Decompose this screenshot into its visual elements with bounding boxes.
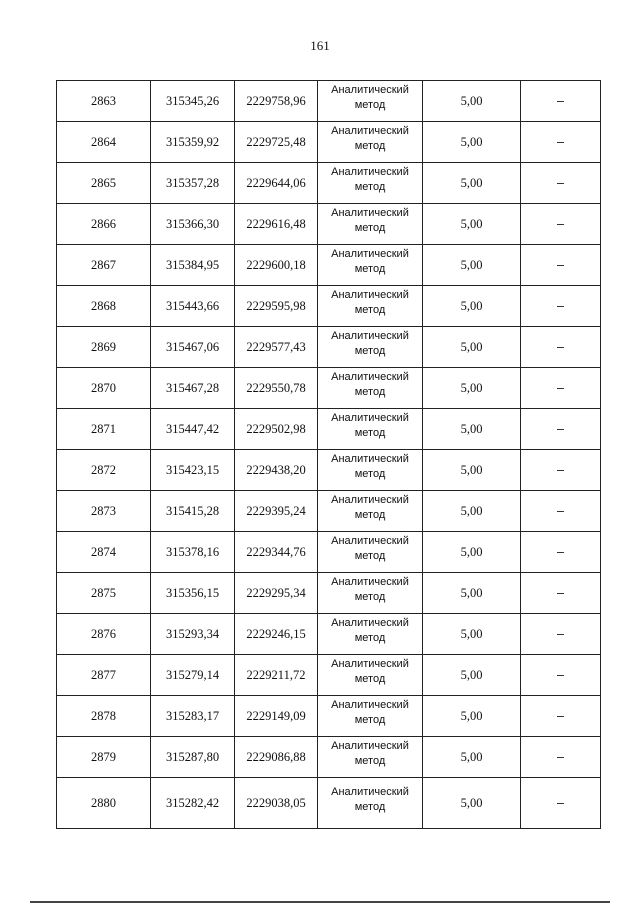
x-coordinate-cell: 315282,42	[151, 778, 235, 829]
method-cell	[318, 245, 423, 286]
table-row	[57, 81, 601, 122]
method-line2: метод	[354, 673, 386, 685]
point-id-cell: 2869	[57, 327, 151, 368]
y-coordinate-cell: 2229344,76	[235, 532, 318, 573]
method-line2: метод	[354, 427, 386, 439]
point-id-cell: 2865	[57, 163, 151, 204]
method-text	[318, 411, 422, 441]
coordinates-table	[56, 80, 601, 829]
method-cell	[318, 163, 423, 204]
method-line1: Аналитический	[331, 166, 409, 178]
method-line2: метод	[354, 222, 386, 234]
table-row	[57, 204, 601, 245]
table-row	[57, 286, 601, 327]
note-cell: –	[521, 409, 601, 450]
note-cell: –	[521, 491, 601, 532]
accuracy-cell: 5,00	[423, 122, 521, 163]
point-id-cell: 2878	[57, 696, 151, 737]
point-id-cell: 2863	[57, 81, 151, 122]
method-text	[318, 247, 422, 277]
accuracy-cell: 5,00	[423, 737, 521, 778]
method-line1: Аналитический	[331, 207, 409, 219]
note-cell: –	[521, 81, 601, 122]
table-row	[57, 450, 601, 491]
point-id-cell: 2874	[57, 532, 151, 573]
accuracy-cell: 5,00	[423, 573, 521, 614]
accuracy-cell: 5,00	[423, 696, 521, 737]
x-coordinate-cell: 315356,15	[151, 573, 235, 614]
method-line1: Аналитический	[331, 412, 409, 424]
method-cell	[318, 81, 423, 122]
point-id-cell: 2875	[57, 573, 151, 614]
method-line1: Аналитический	[331, 617, 409, 629]
table-body	[57, 81, 601, 829]
method-line1: Аналитический	[331, 371, 409, 383]
method-line2: метод	[354, 755, 386, 767]
method-line2: метод	[354, 345, 386, 357]
table-row	[57, 368, 601, 409]
method-line1: Аналитический	[331, 740, 409, 752]
method-cell	[318, 778, 423, 829]
accuracy-cell: 5,00	[423, 778, 521, 829]
y-coordinate-cell: 2229502,98	[235, 409, 318, 450]
method-line2: метод	[354, 140, 386, 152]
y-coordinate-cell: 2229600,18	[235, 245, 318, 286]
accuracy-cell: 5,00	[423, 286, 521, 327]
table-row	[57, 245, 601, 286]
table-row	[57, 122, 601, 163]
y-coordinate-cell: 2229395,24	[235, 491, 318, 532]
method-line1: Аналитический	[331, 84, 409, 96]
x-coordinate-cell: 315279,14	[151, 655, 235, 696]
method-text	[318, 165, 422, 195]
x-coordinate-cell: 315283,17	[151, 696, 235, 737]
y-coordinate-cell: 2229086,88	[235, 737, 318, 778]
x-coordinate-cell: 315443,66	[151, 286, 235, 327]
y-coordinate-cell: 2229211,72	[235, 655, 318, 696]
point-id-cell: 2870	[57, 368, 151, 409]
method-text	[318, 206, 422, 236]
method-text	[318, 493, 422, 523]
x-coordinate-cell: 315293,34	[151, 614, 235, 655]
table-row	[57, 491, 601, 532]
page-number: 161	[310, 38, 330, 53]
method-line2: метод	[354, 509, 386, 521]
accuracy-cell: 5,00	[423, 368, 521, 409]
method-text	[318, 657, 422, 687]
note-cell: –	[521, 286, 601, 327]
x-coordinate-cell: 315366,30	[151, 204, 235, 245]
table-row	[57, 327, 601, 368]
method-cell	[318, 204, 423, 245]
bottom-rule	[30, 901, 610, 903]
method-cell	[318, 450, 423, 491]
method-line1: Аналитический	[331, 330, 409, 342]
note-cell: –	[521, 532, 601, 573]
method-text	[318, 785, 422, 815]
y-coordinate-cell: 2229295,34	[235, 573, 318, 614]
y-coordinate-cell: 2229758,96	[235, 81, 318, 122]
point-id-cell: 2873	[57, 491, 151, 532]
method-text	[318, 698, 422, 728]
method-text	[318, 329, 422, 359]
method-line2: метод	[354, 99, 386, 111]
method-cell	[318, 573, 423, 614]
x-coordinate-cell: 315378,16	[151, 532, 235, 573]
method-line2: метод	[354, 632, 386, 644]
point-id-cell: 2877	[57, 655, 151, 696]
x-coordinate-cell: 315467,06	[151, 327, 235, 368]
accuracy-cell: 5,00	[423, 491, 521, 532]
method-text	[318, 124, 422, 154]
method-line1: Аналитический	[331, 125, 409, 137]
method-line1: Аналитический	[331, 576, 409, 588]
accuracy-cell: 5,00	[423, 614, 521, 655]
point-id-cell: 2876	[57, 614, 151, 655]
table-row	[57, 696, 601, 737]
accuracy-cell: 5,00	[423, 532, 521, 573]
table-row	[57, 655, 601, 696]
method-text	[318, 575, 422, 605]
method-line1: Аналитический	[331, 289, 409, 301]
note-cell: –	[521, 573, 601, 614]
note-cell: –	[521, 204, 601, 245]
method-cell	[318, 122, 423, 163]
point-id-cell: 2872	[57, 450, 151, 491]
x-coordinate-cell: 315287,80	[151, 737, 235, 778]
method-text	[318, 534, 422, 564]
table-row	[57, 573, 601, 614]
y-coordinate-cell: 2229246,15	[235, 614, 318, 655]
method-line1: Аналитический	[331, 494, 409, 506]
x-coordinate-cell: 315423,15	[151, 450, 235, 491]
x-coordinate-cell: 315447,42	[151, 409, 235, 450]
method-cell	[318, 614, 423, 655]
y-coordinate-cell: 2229550,78	[235, 368, 318, 409]
method-line1: Аналитический	[331, 699, 409, 711]
method-text	[318, 288, 422, 318]
method-line2: метод	[354, 550, 386, 562]
method-text	[318, 739, 422, 769]
method-cell	[318, 286, 423, 327]
table-row	[57, 737, 601, 778]
note-cell: –	[521, 696, 601, 737]
point-id-cell: 2866	[57, 204, 151, 245]
x-coordinate-cell: 315415,28	[151, 491, 235, 532]
method-line1: Аналитический	[331, 248, 409, 260]
point-id-cell: 2871	[57, 409, 151, 450]
method-text	[318, 83, 422, 113]
note-cell: –	[521, 737, 601, 778]
method-line2: метод	[354, 181, 386, 193]
note-cell: –	[521, 778, 601, 829]
method-cell	[318, 327, 423, 368]
point-id-cell: 2868	[57, 286, 151, 327]
method-line2: метод	[354, 591, 386, 603]
method-cell	[318, 655, 423, 696]
accuracy-cell: 5,00	[423, 245, 521, 286]
method-cell	[318, 409, 423, 450]
y-coordinate-cell: 2229644,06	[235, 163, 318, 204]
x-coordinate-cell: 315467,28	[151, 368, 235, 409]
y-coordinate-cell: 2229725,48	[235, 122, 318, 163]
accuracy-cell: 5,00	[423, 409, 521, 450]
accuracy-cell: 5,00	[423, 327, 521, 368]
method-line2: метод	[354, 386, 386, 398]
note-cell: –	[521, 614, 601, 655]
accuracy-cell: 5,00	[423, 450, 521, 491]
point-id-cell: 2879	[57, 737, 151, 778]
point-id-cell: 2864	[57, 122, 151, 163]
x-coordinate-cell: 315357,28	[151, 163, 235, 204]
note-cell: –	[521, 368, 601, 409]
method-line1: Аналитический	[331, 453, 409, 465]
method-cell	[318, 368, 423, 409]
y-coordinate-cell: 2229577,43	[235, 327, 318, 368]
accuracy-cell: 5,00	[423, 204, 521, 245]
y-coordinate-cell: 2229616,48	[235, 204, 318, 245]
method-line1: Аналитический	[331, 786, 409, 798]
y-coordinate-cell: 2229595,98	[235, 286, 318, 327]
method-cell	[318, 532, 423, 573]
accuracy-cell: 5,00	[423, 81, 521, 122]
method-line2: метод	[354, 468, 386, 480]
x-coordinate-cell: 315345,26	[151, 81, 235, 122]
point-id-cell: 2880	[57, 778, 151, 829]
point-id-cell: 2867	[57, 245, 151, 286]
note-cell: –	[521, 163, 601, 204]
method-line1: Аналитический	[331, 658, 409, 670]
note-cell: –	[521, 122, 601, 163]
y-coordinate-cell: 2229038,05	[235, 778, 318, 829]
method-text	[318, 616, 422, 646]
x-coordinate-cell: 315359,92	[151, 122, 235, 163]
method-line2: метод	[354, 714, 386, 726]
table-row	[57, 532, 601, 573]
table-row	[57, 614, 601, 655]
method-cell	[318, 696, 423, 737]
method-line2: метод	[354, 304, 386, 316]
method-text	[318, 370, 422, 400]
y-coordinate-cell: 2229149,09	[235, 696, 318, 737]
note-cell: –	[521, 655, 601, 696]
accuracy-cell: 5,00	[423, 655, 521, 696]
y-coordinate-cell: 2229438,20	[235, 450, 318, 491]
method-line1: Аналитический	[331, 535, 409, 547]
x-coordinate-cell: 315384,95	[151, 245, 235, 286]
note-cell: –	[521, 327, 601, 368]
table-row	[57, 409, 601, 450]
note-cell: –	[521, 245, 601, 286]
method-line2: метод	[354, 263, 386, 275]
method-cell	[318, 491, 423, 532]
accuracy-cell: 5,00	[423, 163, 521, 204]
method-text	[318, 452, 422, 482]
note-cell: –	[521, 450, 601, 491]
table-row	[57, 778, 601, 829]
method-cell	[318, 737, 423, 778]
method-line2: метод	[354, 801, 386, 813]
table-row	[57, 163, 601, 204]
